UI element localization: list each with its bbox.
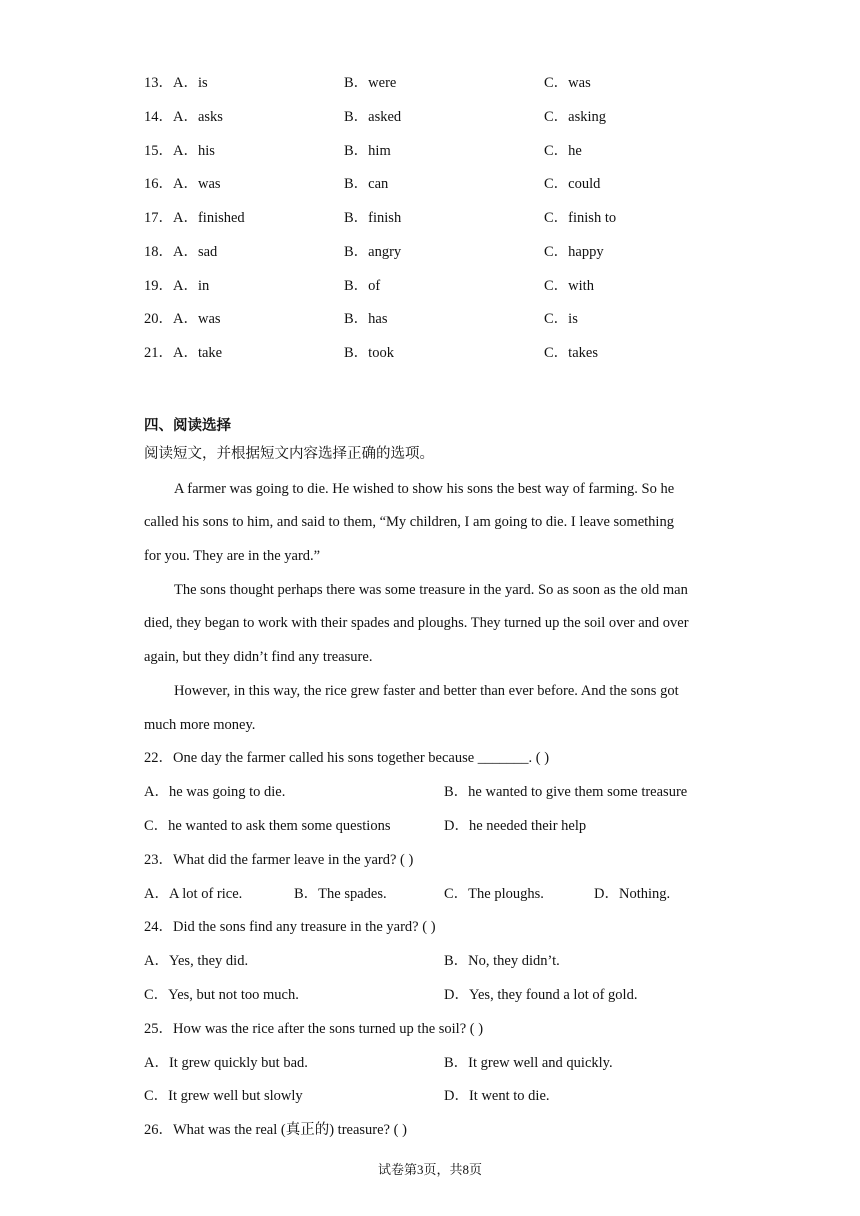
option-d: D．Yes, they found a lot of gold. [444, 987, 638, 1003]
question-23-options [144, 884, 744, 904]
option-a: A．A lot of rice. [144, 886, 243, 902]
option-a: A．he was going to die. [144, 784, 286, 800]
section-title: 四、阅读选择 [144, 418, 231, 434]
option-row-18 [144, 242, 744, 262]
question-24-stem: 24．Did the sons find any treasure in the yard? ( ) [144, 919, 436, 935]
question-24-options-row2 [144, 985, 744, 1005]
option-b: B．It grew well and quickly. [444, 1055, 613, 1071]
option-c: C．could [544, 176, 601, 192]
option-c: C．asking [544, 109, 607, 125]
option-c: C．finish to [544, 210, 617, 226]
option-c: C．was [544, 75, 591, 91]
option-c: C．Yes, but not too much. [144, 987, 299, 1003]
option-c: C．with [544, 278, 594, 294]
question-22-options-row1 [144, 782, 744, 802]
option-a: 17．A．finished [144, 210, 245, 226]
option-a: 18．A．sad [144, 244, 218, 260]
option-c: C．It grew well but slowly [144, 1088, 303, 1104]
question-25-stem: 25．How was the rice after the sons turned up the soil? ( ) [144, 1021, 484, 1037]
passage-line: A farmer was going to die. He wished to show his sons the best way of farming. So he [174, 481, 675, 497]
option-row-17 [144, 208, 744, 228]
question-22-options-row2 [144, 816, 744, 836]
option-c: C．is [544, 311, 578, 327]
page-footer: 试卷第3页，共8页 [377, 1162, 482, 1177]
passage-line: again, but they didn’t find any treasure. [144, 649, 373, 665]
option-row-16 [144, 174, 744, 194]
question-22-stem: 22．One day the farmer called his sons together because _______. ( ) [144, 750, 550, 766]
option-b: B．asked [344, 109, 402, 125]
option-d: D．Nothing. [594, 886, 671, 902]
question-26-stem: 26．What was the real (真正的) treasure? ( ) [144, 1122, 407, 1138]
option-d: D．It went to die. [444, 1088, 550, 1104]
passage-line: much more money. [144, 717, 256, 733]
option-row-21 [144, 343, 744, 363]
option-c: C．takes [544, 345, 598, 361]
option-b: B．angry [344, 244, 402, 260]
option-c: C．happy [544, 244, 604, 260]
option-b: B．The spades. [294, 886, 387, 902]
option-d: D．he needed their help [444, 818, 587, 834]
option-row-13 [144, 73, 744, 93]
section-instruction: 阅读短文，并根据短文内容选择正确的选项。 [144, 446, 434, 462]
option-a: A．It grew quickly but bad. [144, 1055, 308, 1071]
option-b: B．can [344, 176, 389, 192]
option-row-19 [144, 276, 744, 296]
question-25-options-row1 [144, 1053, 744, 1073]
option-a: 21．A．take [144, 345, 223, 361]
option-row-20 [144, 309, 744, 329]
option-a: A．Yes, they did. [144, 953, 249, 969]
option-c: C．he [544, 143, 582, 159]
option-a: 15．A．his [144, 143, 215, 159]
question-25-options-row2 [144, 1086, 744, 1106]
passage-line: However, in this way, the rice grew faster and better than ever before. And the sons got [174, 683, 679, 699]
option-b: B．took [344, 345, 394, 361]
question-24-options-row1 [144, 951, 744, 971]
passage-line: The sons thought perhaps there was some treasure in the yard. So as soon as the old man [174, 582, 688, 598]
option-a: 13．A．is [144, 75, 208, 91]
option-c: C．The ploughs. [444, 886, 544, 902]
option-b: B．he wanted to give them some treasure [444, 784, 688, 800]
option-b: B．No, they didn’t. [444, 953, 560, 969]
option-b: B．of [344, 278, 381, 294]
passage-line: for you. They are in the yard.” [144, 548, 321, 564]
option-a: 16．A．was [144, 176, 221, 192]
option-a: 14．A．asks [144, 109, 223, 125]
option-a: 20．A．was [144, 311, 221, 327]
option-b: B．finish [344, 210, 402, 226]
question-23-stem: 23．What did the farmer leave in the yard? ( ) [144, 852, 414, 868]
option-row-15 [144, 141, 744, 161]
option-a: 19．A．in [144, 278, 210, 294]
passage-line: died, they began to work with their spades and ploughs. They turned up the soil over and over [144, 615, 689, 631]
option-c: C．he wanted to ask them some questions [144, 818, 391, 834]
option-b: B．were [344, 75, 397, 91]
option-b: B．him [344, 143, 391, 159]
option-row-14 [144, 107, 744, 127]
passage-line: called his sons to him, and said to them, “My children, I am going to die. I leave something [144, 514, 674, 530]
option-b: B．has [344, 311, 388, 327]
